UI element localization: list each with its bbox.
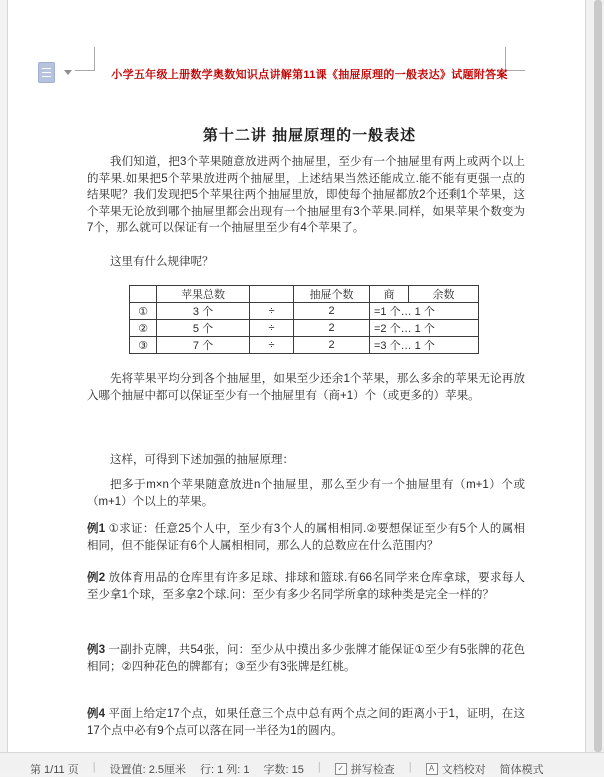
table-cell-drawers: 2 <box>294 337 370 354</box>
spellcheck-icon: ✓ <box>335 763 347 775</box>
page-title: 第十二讲 抽屉原理的一般表述 <box>202 127 417 144</box>
table-header-apples: 苹果总数 <box>157 286 250 303</box>
status-spellcheck[interactable]: ✓ 拼写检查 <box>335 761 395 777</box>
table-cell-drawers: 2 <box>294 320 370 337</box>
vertical-scrollbar[interactable] <box>590 0 604 752</box>
example-4 <box>87 706 525 739</box>
table-cell-apples: 5 个 <box>157 320 250 337</box>
table-cell-index: ① <box>130 303 157 320</box>
example-2-label: 例2 <box>87 572 106 584</box>
table-cell-result: =2 个… 1 个 <box>370 320 479 337</box>
example-3 <box>87 642 525 675</box>
paste-options-button[interactable] <box>38 62 80 86</box>
table-header-drawers: 抽屉个数 <box>294 286 370 303</box>
table-cell-apples: 3 个 <box>157 303 250 320</box>
table-row <box>130 303 479 320</box>
paragraph-lead-in: 这样，可得到下述加强的抽屉原理： <box>110 454 294 466</box>
status-page-number[interactable]: 第 1/11 页 <box>30 764 79 776</box>
paragraph-intro: 我们知道，把3个苹果随意放进两个抽屉里，至少有一个抽屉里有两上或两个以上的苹果.如果把5个苹果放进两个抽屉里，上述结果当然还能成立.能不能有更强一点的结果呢？我们发现把5个苹果往两个抽屉里放，即使每个抽屉都放2个还剩1个苹果，这个苹果无论放到哪个抽屉里都会出现有一个抽屉里有3个苹果.同样，如果苹果个数变为7个，那么就可以保证有一个抽屉里至少有4个苹果了。 <box>87 156 525 234</box>
example-2 <box>87 570 525 603</box>
table-cell-result: =1 个… 1 个 <box>370 303 479 320</box>
proofread-icon: A <box>426 763 438 775</box>
chevron-down-icon <box>64 70 72 75</box>
table-header-quotient: 商 <box>370 286 409 303</box>
table-cell-op: ÷ <box>250 303 294 320</box>
example-1 <box>87 521 525 554</box>
table-header-row <box>130 286 479 303</box>
status-separator: | <box>92 761 96 773</box>
example-2-text: 放体育用品的仓库里有许多足球、排球和篮球.有66名同学来仓库拿球，要求每人至少拿1个球，至多拿2个球.问：至少有多少名同学所拿的球种类是完全一样的？ <box>87 572 525 601</box>
table-cell-op: ÷ <box>250 337 294 354</box>
pigeonhole-table <box>129 285 479 354</box>
example-3-label: 例3 <box>87 644 106 656</box>
document-page[interactable] <box>7 0 586 752</box>
status-separator: | <box>408 761 412 773</box>
status-word-count[interactable]: 字数: 15 <box>263 764 304 776</box>
example-3-text: 一副扑克牌，共54张，问：至少从中摸出多少张牌才能保证①至少有5张牌的花色相同；②四种花色的牌都有；③至少有3张牌是红桃。 <box>87 644 525 673</box>
table-header-remainder: 余数 <box>409 286 479 303</box>
table-cell-result: =3 个… 1 个 <box>370 337 479 354</box>
status-separator: | <box>317 761 321 773</box>
paragraph-rule: 先将苹果平均分到各个抽屉里，如果至少还余1个苹果，那么多余的苹果无论再放入哪个抽屉中都可以保证至少有一个抽屉里有（商+1）个（或更多的）苹果。 <box>87 373 525 402</box>
table-header-index <box>130 286 157 303</box>
status-input-mode[interactable]: 简体模式 <box>499 764 544 776</box>
scrollbar-thumb[interactable] <box>594 0 602 752</box>
example-1-label: 例1 <box>87 523 106 535</box>
paragraph-principle: 把多于m×n个苹果随意放进n个抽屉里，那么至少有一个抽屉里有（m+1）个或（m+1）个以上的苹果。 <box>87 479 525 508</box>
table-cell-index: ② <box>130 320 157 337</box>
status-margin-setting: 设置值: 2.5厘米 <box>109 764 186 776</box>
example-1-text: ①求证：任意25个人中，至少有3个人的属相相同.②要想保证至少有5个人的属相相同，但不能保证有6个人属相相同，那么人的总数应在什么范围内？ <box>87 523 525 552</box>
paragraph-question: 这里有什么规律呢？ <box>110 256 214 268</box>
document-header-line: 小学五年级上册数学奥数知识点讲解第11课《抽屉原理的一般表达》试题附答案 <box>111 69 508 81</box>
table-header-op <box>250 286 294 303</box>
example-4-text: 平面上给定17个点，如果任意三个点中总有两个点之间的距离小于1，证明，在这17个点中必有9个点可以落在同一半径为1的圆内。 <box>87 708 525 737</box>
example-4-label: 例4 <box>87 708 106 720</box>
status-proofread[interactable]: A 文档校对 <box>426 761 486 777</box>
status-bar <box>0 752 604 776</box>
table-cell-apples: 7 个 <box>157 337 250 354</box>
table-cell-op: ÷ <box>250 320 294 337</box>
table-cell-drawers: 2 <box>294 303 370 320</box>
table-row <box>130 320 479 337</box>
table-row <box>130 337 479 354</box>
table-cell-index: ③ <box>130 337 157 354</box>
document-icon <box>38 62 55 83</box>
status-row-col: 行: 1 列: 1 <box>199 764 250 776</box>
